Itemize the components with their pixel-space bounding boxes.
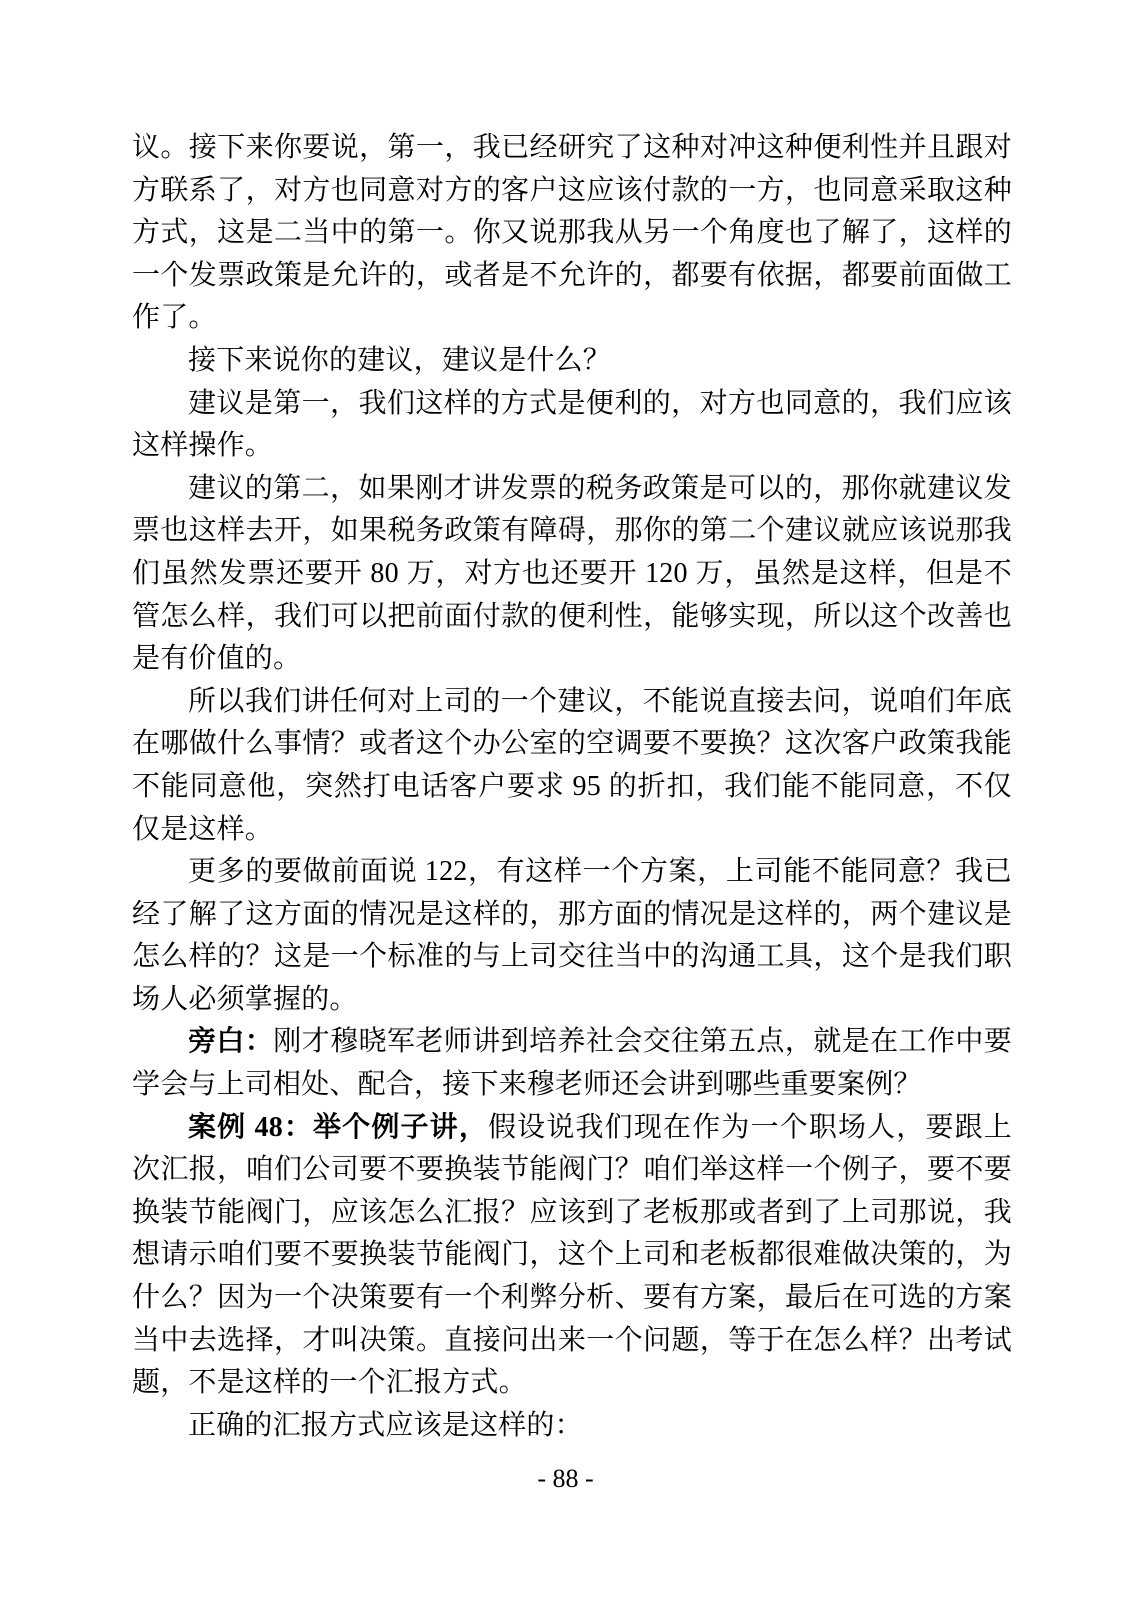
paragraph-bold-lead: 案例 48：举个例子讲， [188, 1111, 489, 1143]
paragraph-text: 建议的第二，如果刚才讲发票的税务政策是可以的，那你就建议发票也这样去开，如果税务政策有障碍，那你的第二个建议就应该说那我们虽然发票还要开 80 万，对方也还要开 120 万，虽然是这样，但是不管怎么样，我们可以把前面付款的便利性，能够实现，所以这个改善也是有价值的。 [132, 472, 1012, 675]
paragraph [132, 383, 1012, 468]
paragraph-text: 建议是第一，我们这样的方式是便利的，对方也同意的，我们应该这样操作。 [132, 387, 1012, 462]
page-number: - 88 - [537, 1464, 594, 1493]
paragraph-bold-lead: 旁白： [188, 1026, 274, 1058]
paragraph-narration [132, 1021, 1012, 1106]
document-body [132, 127, 1012, 1447]
paragraph [132, 681, 1012, 851]
paragraph [132, 1405, 1012, 1448]
paragraph-text: 正确的汇报方式应该是这样的： [188, 1409, 583, 1441]
page-footer [0, 1462, 1131, 1496]
paragraph-text: 假设说我们现在作为一个职场人，要跟上次汇报，咱们公司要不要换装节能阀门？咱们举这样一个例子，要不要换装节能阀门，应该怎么汇报？应该到了老板那或者到了上司那说，我想请示咱们要不要换装节能阀门，这个上司和老板都很难做决策的，为什么？因为一个决策要有一个利弊分析、要有方案，最后在可选的方案当中去选择，才叫决策。直接问出来一个问题，等于在怎么样？出考试题，不是这样的一个汇报方式。 [132, 1111, 1013, 1399]
paragraph-text: 所以我们讲任何对上司的一个建议，不能说直接去问，说咱们年底在哪做什么事情？或者这个办公室的空调要不要换？这次客户政策我能不能同意他，突然打电话客户要求 95 的折扣，我们能不能同意，不仅仅是这样。 [132, 685, 1012, 845]
paragraph [132, 851, 1012, 1021]
paragraph-case-48 [132, 1107, 1012, 1405]
paragraph [132, 468, 1012, 681]
paragraph-text: 接下来说你的建议，建议是什么？ [188, 344, 612, 376]
paragraph-text: 议。接下来你要说，第一，我已经研究了这种对冲这种便利性并且跟对方联系了，对方也同意对方的客户这应该付款的一方，也同意采取这种方式，这是二当中的第一。你又说那我从另一个角度也了解了，这样的一个发票政策是允许的，或者是不允许的，都要有依据，都要前面做工作了。 [132, 132, 1012, 334]
paragraph [132, 127, 1012, 340]
paragraph [132, 340, 1012, 383]
paragraph-text: 更多的要做前面说 122，有这样一个方案，上司能不能同意？我已经了解了这方面的情况是这样的，那方面的情况是这样的，两个建议是怎么样的？这是一个标准的与上司交往当中的沟通工具，这个是我们职场人必须掌握的。 [132, 856, 1012, 1015]
paragraph-text: 刚才穆晓军老师讲到培养社会交往第五点，就是在工作中要学会与上司相处、配合，接下来穆老师还会讲到哪些重要案例？ [132, 1026, 1012, 1101]
